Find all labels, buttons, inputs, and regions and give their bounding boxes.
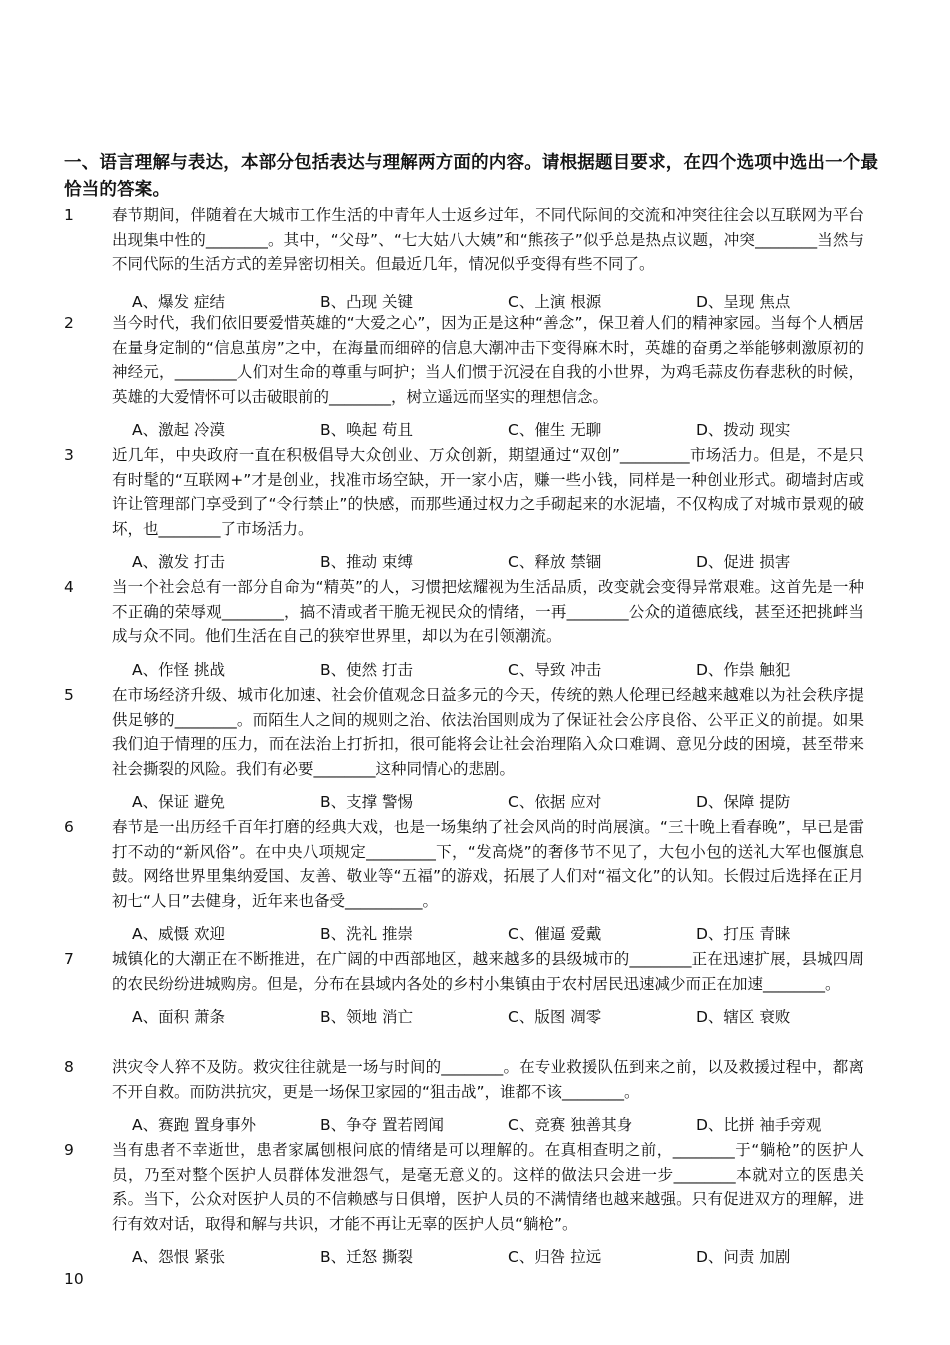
question-2 xyxy=(64,311,884,441)
option-b[interactable]: B、洗礼 推崇 xyxy=(320,925,414,943)
question-number: 1 xyxy=(64,206,74,224)
question-number: 8 xyxy=(64,1058,74,1076)
option-b[interactable]: B、推动 束缚 xyxy=(320,553,414,571)
option-b[interactable]: B、领地 消亡 xyxy=(320,1008,414,1026)
option-a[interactable]: A、赛跑 置身事外 xyxy=(132,1116,257,1134)
question-8 xyxy=(64,1055,884,1136)
option-c[interactable]: C、释放 禁锢 xyxy=(508,553,602,571)
question-text: 春节是一出历经千百年打磨的经典大戏，也是一场集纳了社会风尚的时尚展演。“三十晚上看春晚”，早已是雷打不动的“新风俗”。在中央八项规定_________下，“发高烧”的奢侈节不见了，大包小包的送礼大军也偃旗息鼓。网络世界里集纳爱国、友善、敬业等“五福”的游戏，拓展了人们对“福文化”的认知。长假过后选择在正月初七“人日”去健身，近年来也备受__________。 xyxy=(112,818,864,910)
question-text: 当一个社会总有一部分自命为“精英”的人，习惯把炫耀视为生活品质，改变就会变得异常艰难。这首先是一种不正确的荣辱观________，搞不清或者干脆无视民众的情绪，一再________公众的道德底线，甚至还把挑衅当成与众不同。他们生活在自己的狭窄世界里，却以为在引领潮流。 xyxy=(112,578,864,645)
options-row xyxy=(132,791,884,813)
question-text: 城镇化的大潮正在不断推进，在广阔的中西部地区，越来越多的县级城市的________正在迅速扩展，县城四周的农民纷纷进城购房。但是，分布在县域内各处的乡村小集镇由于农村居民迅速减少而正在加速________。 xyxy=(112,950,864,993)
option-d[interactable]: D、比拼 袖手旁观 xyxy=(696,1116,822,1134)
options-row xyxy=(132,1246,884,1268)
options-row xyxy=(132,923,884,945)
question-3 xyxy=(64,443,884,573)
options-row xyxy=(132,659,884,681)
option-d[interactable]: D、呈现 焦点 xyxy=(696,292,791,311)
option-c[interactable]: C、版图 凋零 xyxy=(508,1008,602,1026)
question-text: 春节期间，伴随着在大城市工作生活的中青年人士返乡过年，不同代际间的交流和冲突往往会以互联网为平台出现集中性的________。其中，“父母”、“七大姑八大姨”和“熊孩子”似乎总是热点议题，冲突________当然与不同代际的生活方式的差异密切相关。但最近几年，情况似乎变得有些不同了。 xyxy=(112,206,864,273)
question-4 xyxy=(64,575,884,681)
question-number: 2 xyxy=(64,314,74,332)
option-c[interactable]: C、催逼 爱戴 xyxy=(508,925,602,943)
option-c[interactable]: C、导致 冲击 xyxy=(508,660,602,679)
option-b[interactable]: B、唤起 苟且 xyxy=(320,421,414,439)
option-d[interactable]: D、辖区 衰败 xyxy=(696,1008,791,1026)
option-a[interactable]: A、怨恨 紧张 xyxy=(132,1248,226,1266)
option-a[interactable]: A、面积 萧条 xyxy=(132,1008,226,1026)
question-number: 3 xyxy=(64,446,74,464)
option-d[interactable]: D、问责 加剧 xyxy=(696,1248,791,1266)
option-a[interactable]: A、爆发 症结 xyxy=(132,292,226,311)
option-a[interactable]: A、保证 避免 xyxy=(132,793,226,811)
question-6 xyxy=(64,815,884,945)
option-b[interactable]: B、争夺 置若罔闻 xyxy=(320,1116,445,1134)
question-1 xyxy=(64,203,884,313)
option-b[interactable]: B、使然 打击 xyxy=(320,660,414,679)
question-text: 在市场经济升级、城市化加速、社会价值观念日益多元的今天，传统的熟人伦理已经越来越难以为社会秩序提供足够的________。而陌生人之间的规则之治、依法治国则成为了保证社会公序良俗、公平正义的前提。如果我们迫于情理的压力，而在法治上打折扣，很可能将会让社会治理陷入众口难调、意见分歧的困境，甚至带来社会撕裂的风险。我们有必要________这种同情心的悲剧。 xyxy=(112,686,864,778)
option-a[interactable]: A、激发 打击 xyxy=(132,553,226,571)
question-number: 7 xyxy=(64,950,74,968)
option-a[interactable]: A、威慑 欢迎 xyxy=(132,925,226,943)
option-b[interactable]: B、凸现 关键 xyxy=(320,292,414,311)
options-row xyxy=(132,1114,884,1136)
options-row xyxy=(132,419,884,441)
question-number: 4 xyxy=(64,578,74,596)
section-title: 一、语言理解与表达，本部分包括表达与理解两方面的内容。请根据题目要求，在四个选项中选出一个最恰当的答案。 xyxy=(64,153,879,200)
option-d[interactable]: D、打压 青睐 xyxy=(696,925,791,943)
question-text: 洪灾令人猝不及防。救灾往往就是一场与时间的________。在专业救援队伍到来之前，以及救援过程中，都离不开自救。而防洪抗灾，更是一场保卫家园的“狙击战”，谁都不该________。 xyxy=(112,1058,864,1101)
option-d[interactable]: D、保障 提防 xyxy=(696,793,791,811)
options-row xyxy=(132,1006,884,1028)
option-a[interactable]: A、激起 冷漠 xyxy=(132,421,226,439)
option-b[interactable]: B、支撑 警惕 xyxy=(320,793,414,811)
option-c[interactable]: C、竞赛 独善其身 xyxy=(508,1116,633,1134)
question-number: 6 xyxy=(64,818,74,836)
question-number-10: 10 xyxy=(64,1270,84,1288)
question-number: 9 xyxy=(64,1141,74,1159)
question-number: 5 xyxy=(64,686,74,704)
option-b[interactable]: B、迁怒 撕裂 xyxy=(320,1248,414,1266)
question-7 xyxy=(64,947,884,1028)
options-row xyxy=(132,291,884,313)
option-c[interactable]: C、依据 应对 xyxy=(508,793,602,811)
question-text: 当今时代，我们依旧要爱惜英雄的“大爱之心”，因为正是这种“善念”，保卫着人们的精神家园。当每个人栖居在量身定制的“信息茧房”之中，在海量而细碎的信息大潮冲击下变得麻木时，英雄的奋勇之举能够刺激原初的神经元，________人们对生命的尊重与呵护；当人们惯于沉浸在自我的小世界，为鸡毛蒜皮伤春悲秋的时候，英雄的大爱情怀可以击破眼前的________，树立遥远而坚实的理想信念。 xyxy=(112,314,864,406)
question-5 xyxy=(64,683,884,813)
option-d[interactable]: D、促进 损害 xyxy=(696,553,791,571)
options-row xyxy=(132,551,884,573)
option-c[interactable]: C、催生 无聊 xyxy=(508,421,602,439)
option-c[interactable]: C、上演 根源 xyxy=(508,292,602,311)
option-a[interactable]: A、作怪 挑战 xyxy=(132,660,226,679)
option-d[interactable]: D、作祟 触犯 xyxy=(696,660,791,679)
option-d[interactable]: D、拨动 现实 xyxy=(696,421,791,439)
question-text: 近几年，中央政府一直在积极倡导大众创业、万众创新，期望通过“双创”_________市场活力。但是，不是只有时髦的“互联网+”才是创业，找准市场空缺，开一家小店，赚一些小钱，同样是一种创业形式。砌墙封店或许让管理部门享受到了“令行禁止”的快感，而那些通过权力之手砌起来的水泥墙，不仅构成了对城市景观的破坏，也________了市场活力。 xyxy=(112,446,864,538)
option-c[interactable]: C、归咎 拉远 xyxy=(508,1248,602,1266)
question-9 xyxy=(64,1138,884,1268)
question-text: 当有患者不幸逝世，患者家属刨根问底的情绪是可以理解的。在真相查明之前，________于“躺枪”的医护人员，乃至对整个医护人员群体发泄怨气，是毫无意义的。这样的做法只会进一步________本就对立的医患关系。当下，公众对医护人员的不信赖感与日俱增，医护人员的不满情绪也越来越强。只有促进双方的理解，进行有效对话，取得和解与共识，才能不再让无辜的医护人员“躺枪”。 xyxy=(112,1141,864,1233)
